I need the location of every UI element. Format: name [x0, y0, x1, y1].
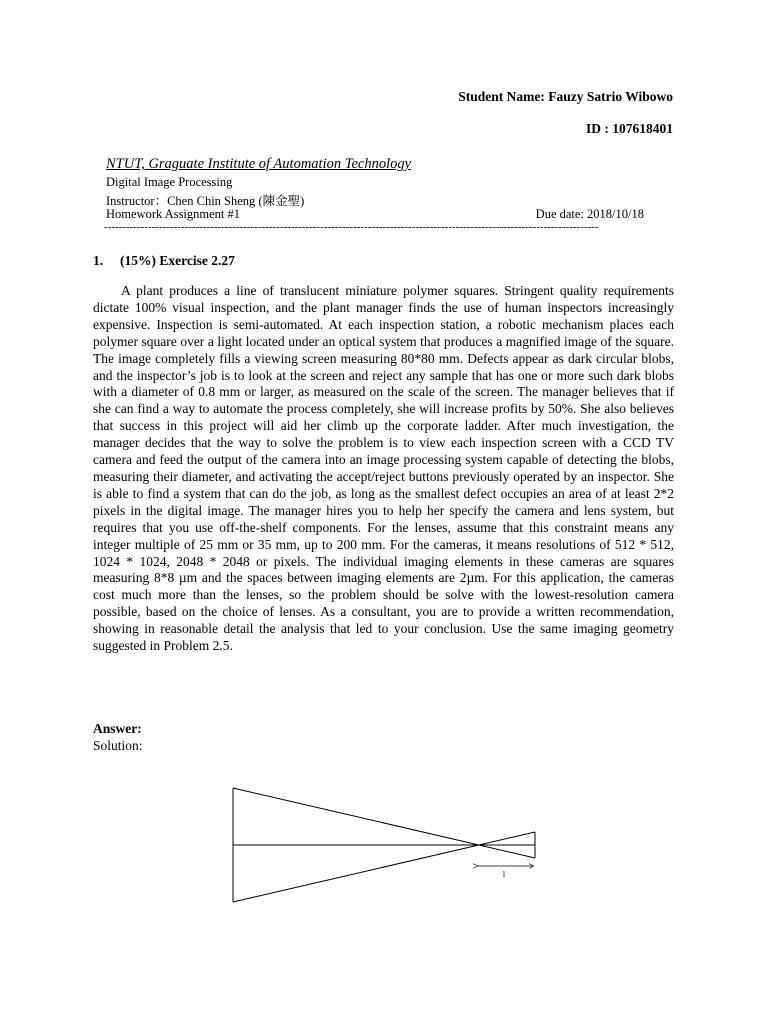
upper-ray — [233, 788, 535, 858]
solution-label: Solution: — [93, 738, 143, 753]
dimension-label: l — [502, 870, 506, 879]
exercise-title: (15%) Exercise 2.27 — [120, 253, 235, 268]
separator-line: --------------------------------------------------------------------------------------------------------------------------------------- — [104, 222, 599, 232]
homework-title: Homework Assignment #1 — [106, 207, 241, 221]
instructor-name: Instructor：Chen Chin Sheng (陳金聖) — [106, 194, 305, 208]
institute-title: NTUT, Graguate Institute of Automation Technology — [106, 156, 412, 172]
exercise-number: 1. — [93, 253, 104, 268]
course-name: Digital Image Processing — [106, 175, 233, 189]
student-id: ID : 107618401 — [586, 121, 673, 136]
due-date: Due date: 2018/10/18 — [535, 207, 644, 221]
answer-label: Answer: — [93, 721, 142, 736]
imaging-geometry-diagram — [225, 780, 545, 910]
exercise-text: A plant produces a line of translucent miniature polymer squares. Stringent quality requirements dictate 100% visual inspection, and the plant manager finds the use of human inspectors increasingly expensive. Inspection is semi-automated. At each inspection station, a robotic mechanism places each polymer square over a light located under an optical system that produces a magnified image of the square. The image completely fills a viewing screen measuring 80*80 mm. Defects appear as dark circular blobs, and the inspector’s job is to look at the screen and reject any sample that has one or more such dark blobs with a diameter of 0.8 mm or larger, as measured on the scale of the screen. The manager believes that if she can find a way to automate the process completely, she will increase profits by 50%. She also believes that success in this project will aid her climb up the corporate ladder. After much investigation, the manager decides that the way to solve the problem is to view each inspection screen with a CCD TV camera and feed the output of the camera into an image processing system capable of detecting the blobs, measuring their diameter, and activating the accept/reject buttons previously operated by an inspector. She is able to find a system that can do the job, as long as the smallest defect occupies an area of at least 2*2 pixels in the digital image. The manager hires you to help her specify the camera and lens system, but requires that you use off-the-shelf components. For the lenses, assume that this constraint means any integer multiple of 25 mm or 35 mm, up to 200 mm. For the cameras, it means resolutions of 512 * 512, 1024 * 1024, 2048 * 2048 or pixels. The individual imaging elements in these cameras are squares measuring 8*8 µm and the spaces between imaging elements are 2µm. For this application, the cameras cost much more than the lenses, so the problem should be solve with the lowest-resolution camera possible, based on the choice of lenses. As a consultant, you are to provide a written recommendation, showing in reasonable detail the analysis that led to your conclusion. Use the same imaging geometry suggested in Problem 2.5. — [93, 283, 674, 654]
student-name: Student Name: Fauzy Satrio Wibowo — [458, 89, 673, 104]
lower-ray — [233, 832, 535, 902]
exercise-heading — [93, 253, 235, 269]
